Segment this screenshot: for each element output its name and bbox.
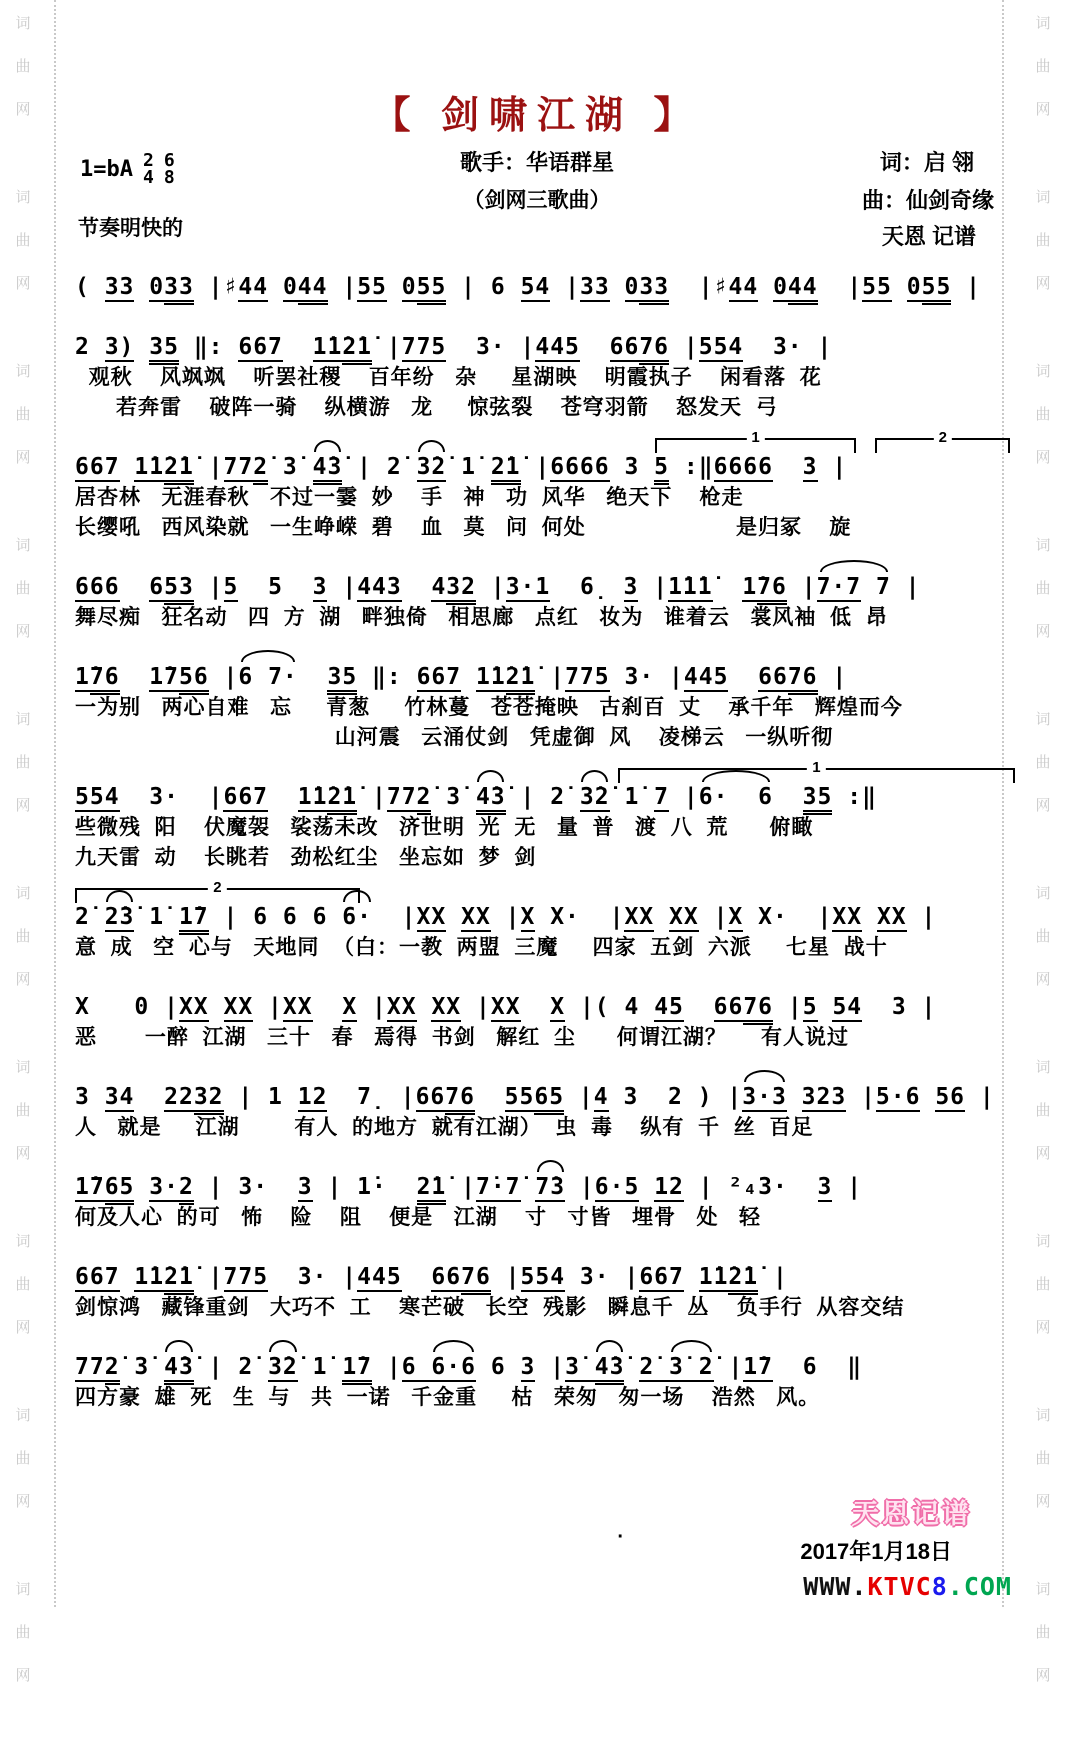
music-system <box>75 646 1011 753</box>
watermark-char: 网 <box>15 1319 31 1336</box>
watermark-char: 网 <box>15 1667 31 1684</box>
watermark-char: 网 <box>15 971 31 988</box>
music-system <box>75 976 1011 1053</box>
watermark-char: 词 <box>15 885 31 902</box>
watermark-char: 曲 <box>1035 406 1051 423</box>
lyrics-line: 意 成 空 心与 天地同 （白：一教 两盟 三魔 四家 五剑 六派 七星 战十 <box>75 936 888 959</box>
lyrics-line: 些微残 阳 伏魔袈 裟荡未改 济世明 光 无 量 普 渡 八 荒 俯瞰 <box>75 816 814 839</box>
notation-line: ( 33 033 |♯44 044 |55 055 | 6 54 |33 033 |♯44 044 |55 055 | <box>75 256 1011 303</box>
watermark-char: 词 <box>15 189 31 206</box>
watermark-char: 曲 <box>1035 1450 1051 1467</box>
lyrics-line: 恶 一醉 江湖 三十 春 焉得 书剑 解红 尘 何谓江湖？ 有人说过 <box>75 1026 850 1049</box>
watermark-char: 曲 <box>1035 232 1051 249</box>
ending-bracket: 1 <box>655 438 856 453</box>
watermark-char: 曲 <box>1035 1102 1051 1119</box>
notation-line: 554 3· |667 1̇1̇2̇1̇ |772̇ 3̇ 4̇3̇ | 2̇ 3̇2̇ 1̇ 7 |6· 6 35 :‖ <box>75 766 1011 813</box>
watermark-char: 网 <box>15 623 31 640</box>
watermark-char: 网 <box>15 275 31 292</box>
music-system <box>75 1156 1011 1233</box>
lyrics-line: 人 就是 江湖 有人 的地方 就有江湖） 虫 毒 纵有 千 丝 百足 <box>75 1116 814 1139</box>
watermark-char: 网 <box>1035 971 1051 988</box>
key-label: 1=bA <box>80 156 133 182</box>
watermark-char: 词 <box>15 1233 31 1250</box>
music-system <box>75 1066 1011 1143</box>
watermark-char: 词 <box>15 1407 31 1424</box>
tempo-marking: 节奏明快的 <box>78 217 183 240</box>
watermark-char: 曲 <box>15 754 31 771</box>
watermark-char: 曲 <box>1035 754 1051 771</box>
watermark-char: 网 <box>15 1493 31 1510</box>
site-url-segment: KTVC <box>867 1572 932 1601</box>
watermark-char: 网 <box>1035 1319 1051 1336</box>
watermark-char: 词 <box>1035 363 1051 380</box>
stray-dot: · <box>617 1526 624 1548</box>
watermark-char: 曲 <box>15 1276 31 1293</box>
composer-credit: 曲：仙剑奇缘 <box>861 188 994 213</box>
lyrics-line: 居杏林 无涯春秋 不过一霎 妙 手 神 功 风华 绝天下 枪走 <box>75 486 744 509</box>
watermark-char: 曲 <box>15 1450 31 1467</box>
lyrics-line: 四方豪 雄 死 生 与 共 一诺 千金重 枯 荣匆 匆一场 浩然 风。 <box>75 1386 821 1409</box>
site-url-segment: .COM <box>947 1572 1012 1601</box>
watermark-char: 词 <box>1035 885 1051 902</box>
watermark-char: 网 <box>15 101 31 118</box>
song-title: 【 剑啸江湖 】 <box>372 95 702 137</box>
watermark-char: 网 <box>1035 1145 1051 1162</box>
watermark-char: 网 <box>1035 1493 1051 1510</box>
music-system <box>75 556 1011 633</box>
watermark-char: 曲 <box>15 580 31 597</box>
lyricist-credit: 词：启 翎 <box>879 150 974 175</box>
watermark-char: 网 <box>1035 101 1051 118</box>
music-system <box>75 1246 1011 1323</box>
transcriber-credit: 天恩 记谱 <box>881 224 976 249</box>
lyrics-line: 山河震 云涌仗剑 凭虚御 风 凌梯云 一纵听彻 <box>75 726 834 749</box>
music-system <box>75 759 1011 873</box>
watermark-char: 词 <box>1035 15 1051 32</box>
watermark-char: 网 <box>1035 623 1051 640</box>
watermark-char: 曲 <box>15 232 31 249</box>
transcription-date: 2017年1月18日 <box>800 1539 952 1564</box>
watermark-char: 网 <box>1035 797 1051 814</box>
ending-bracket: 2 <box>875 438 1010 453</box>
watermark-char: 曲 <box>15 1102 31 1119</box>
watermark-char: 网 <box>1035 275 1051 292</box>
transcriber-stamp: 天恩记谱 <box>852 1499 972 1529</box>
lyrics-line: 九天雷 动 长眺若 劲松红尘 坐忘如 梦 剑 <box>75 846 537 869</box>
notation-line: 667 1̇1̇2̇1̇ |772̇ 3̇ 4̇3̇ | 2̇ 3̇2̇ 1̇ 2̇1̇ |6666 3 5 :‖6666 3 | <box>75 436 1011 483</box>
watermark-char: 词 <box>1035 1233 1051 1250</box>
lyrics-line: 舞尽痴 狂名动 四 方 湖 畔独倚 相思廊 点红 妆为 谁着云 裳风袖 低 昂 <box>75 606 888 629</box>
music-system <box>75 429 1011 543</box>
footer <box>800 1492 1012 1601</box>
watermark-char: 网 <box>15 449 31 466</box>
watermark-char: 词 <box>15 537 31 554</box>
music-system <box>75 256 1011 303</box>
time-signature-6-8: 6 8 <box>163 150 175 189</box>
music-system <box>75 316 1011 423</box>
watermark-column-right <box>1026 2 1060 1742</box>
watermark-char: 词 <box>1035 1581 1051 1598</box>
watermark-char: 词 <box>15 15 31 32</box>
notation-line: 667 1̇1̇2̇1̇ |775 3· |445 6676 |554 3· |667 1̇1̇2̇1̇ | <box>75 1246 1011 1293</box>
lyrics-line: 若奔雷 破阵一骑 纵横游 龙 惊弦裂 苍穹羽箭 怒发天 弓 <box>75 396 778 419</box>
notation-line: 666 653 |5 5 3 |443 432 |3·1 6̣ 3 |1̇1̇1̇ 1̇76 |7·7 7 | <box>75 556 1011 603</box>
notation-line: 1̇76 1̇756 |6 7· 35 ‖: 667 1̇1̇2̇1̇ |775 3· |445 6676 | <box>75 646 1011 693</box>
watermark-char: 词 <box>1035 1407 1051 1424</box>
lyrics-line: 长缨吼 西风染就 一生峥嵘 碧 血 莫 问 何处 是归冢 旋 <box>75 516 852 539</box>
watermark-char: 曲 <box>1035 1624 1051 1641</box>
singer-credit: 歌手：华语群星 <box>459 150 614 175</box>
notation-line: 772̇ 3̇ 4̇3̇ | 2̇ 3̇2̇ 1̇ 1̇7 |6 6·6 6 3 |3̇ 4̇3̇ 2̇ 3̇ 2̇ |1̇7 6 ‖ <box>75 1336 1011 1383</box>
watermark-char: 曲 <box>15 928 31 945</box>
watermark-dotted-line <box>54 0 56 1607</box>
score-area <box>75 256 1011 1426</box>
ending-bracket: 2 <box>75 888 360 903</box>
watermark-char: 曲 <box>1035 1276 1051 1293</box>
watermark-column-left <box>6 2 40 1742</box>
lyrics-line: 一为别 两心自难 忘 青葱 竹林蔓 苍苍掩映 古刹百 丈 承千年 辉煌而今 <box>75 696 903 719</box>
time-signature-2-4: 2 4 <box>142 150 154 189</box>
watermark-char: 词 <box>1035 711 1051 728</box>
watermark-char: 曲 <box>15 406 31 423</box>
music-system <box>75 1336 1011 1413</box>
watermark-char: 曲 <box>1035 58 1051 75</box>
watermark-char: 网 <box>15 797 31 814</box>
watermark-char: 曲 <box>15 58 31 75</box>
lyrics-line: 观秋 风飒飒 听罢社稷 百年纷 杂 星湖映 明霞执子 闲看落 花 <box>75 366 822 389</box>
lyrics-line: 何及人心 的可 怖 险 阻 便是 江湖 寸 寸皆 埋骨 处 轻 <box>75 1206 762 1229</box>
lyrics-line: 剑惊鸿 藏锋重剑 大巧不 工 寒芒破 长空 残影 瞬息千 丛 负手行 从容交结 <box>75 1296 905 1319</box>
watermark-char: 词 <box>15 1581 31 1598</box>
watermark-char: 词 <box>1035 1059 1051 1076</box>
site-url-segment: 8 <box>931 1572 948 1601</box>
notation-line: 3 34 2232 | 1 12 7̣ |6676 5565 |4 3 2 ) |3·3 323 |5·6 56 | <box>75 1066 1011 1113</box>
watermark-char: 词 <box>1035 189 1051 206</box>
ending-bracket: 1 <box>618 768 1015 783</box>
notation-line: 2 3) 35 ‖: 667 1̇1̇2̇1̇ |775 3· |445 6676 |554 3· | <box>75 316 1011 363</box>
notation-line: 2̇ 2̇3̇ 1̇ 1̇7 | 6 6 6 6· |XX XX |X X· |XX XX |X X· |XX XX | <box>75 886 1011 933</box>
watermark-char: 曲 <box>15 1624 31 1641</box>
music-system <box>75 879 1011 963</box>
site-url-segment: WWW. <box>803 1572 868 1601</box>
watermark-char: 网 <box>15 1145 31 1162</box>
song-subtitle: （剑网三歌曲） <box>463 189 611 212</box>
website-url <box>800 1572 1012 1601</box>
watermark-char: 网 <box>1035 1667 1051 1684</box>
watermark-char: 曲 <box>1035 580 1051 597</box>
notation-line: X 0 |XX XX |XX X |XX XX |XX X |( 4 45 6676 |5 54 3 | <box>75 976 1011 1023</box>
watermark-char: 词 <box>1035 537 1051 554</box>
watermark-char: 词 <box>15 711 31 728</box>
notation-line: 1̇765 3·2 | 3· 3 | 1̇· 2̇1̇ |7̇·7̇ 7̇3 |6·5 12 | ²₄3· 3 | <box>75 1156 1011 1203</box>
watermark-char: 曲 <box>1035 928 1051 945</box>
watermark-char: 词 <box>15 1059 31 1076</box>
watermark-char: 网 <box>1035 449 1051 466</box>
watermark-char: 词 <box>15 363 31 380</box>
